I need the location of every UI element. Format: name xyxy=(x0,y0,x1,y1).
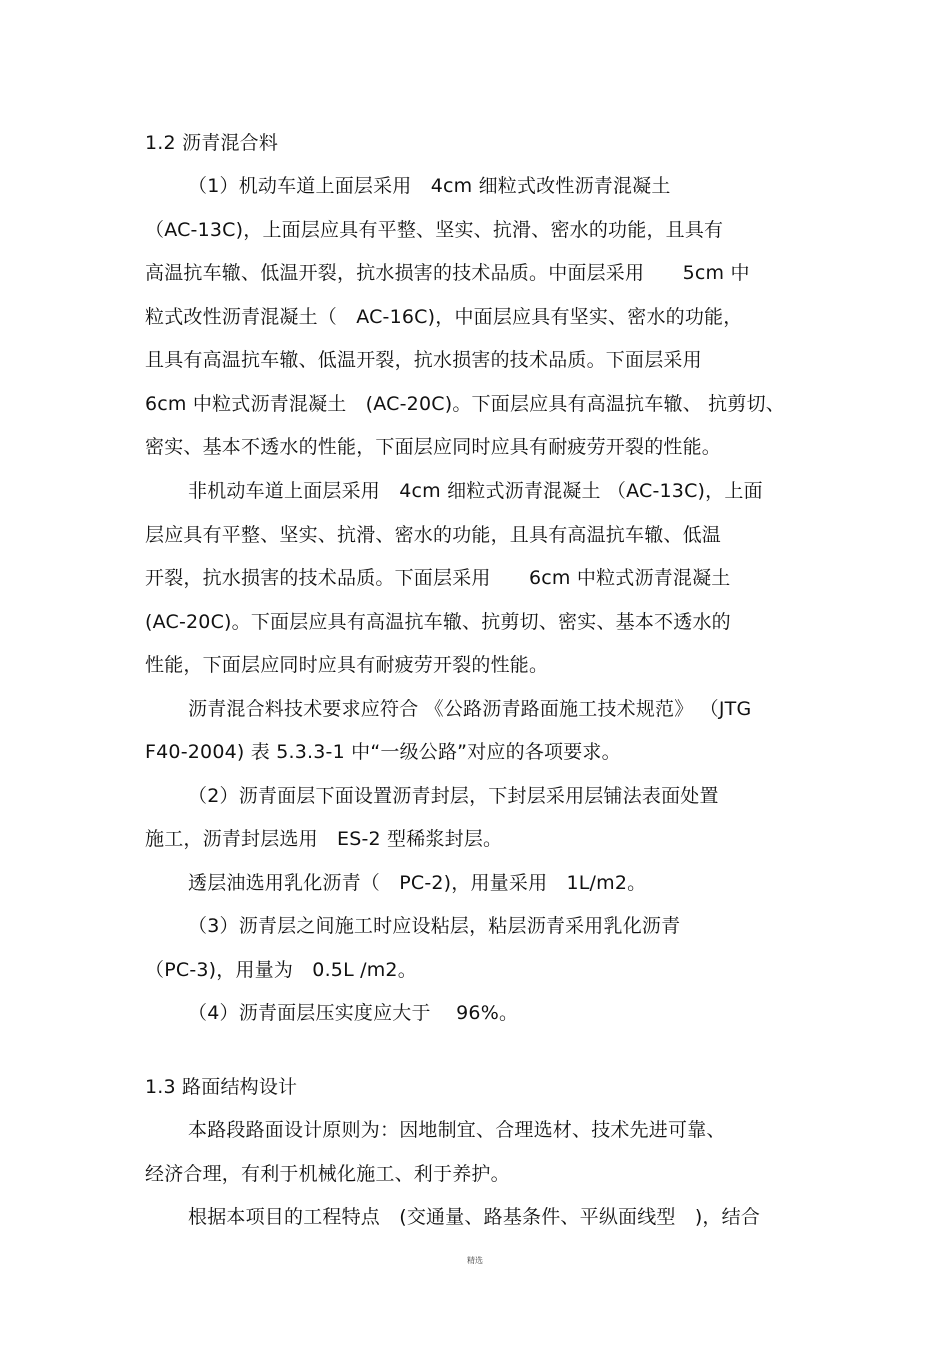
paragraph-line: （1）机动车道上面层采用 4cm 细粒式改性沥青混凝土 xyxy=(188,175,671,197)
paragraph-line: 且具有高温抗车辙、低温开裂，抗水损害的技术品质。下面层采用 xyxy=(145,349,702,371)
page-footer: 精选 xyxy=(467,1256,483,1265)
paragraph-line: 根据本项目的工程特点 (交通量、路基条件、平纵面线型 )，结合 xyxy=(188,1206,761,1228)
paragraph-line: F40-2004) 表 5.3.3-1 中“一级公路”对应的各项要求。 xyxy=(145,741,621,763)
paragraph-line: 性能，下面层应同时应具有耐疲劳开裂的性能。 xyxy=(145,654,549,676)
paragraph-line: （4）沥青面层压实度应大于 96%。 xyxy=(188,1002,519,1024)
paragraph-line: 非机动车道上面层采用 4cm 细粒式沥青混凝土 （AC-13C)，上面 xyxy=(188,480,763,502)
paragraph-line: 6cm 中粒式沥青混凝土 (AC-20C)。下面层应具有高温抗车辙、 抗剪切、 xyxy=(145,393,785,415)
paragraph-line: （3）沥青层之间施工时应设粘层，粘层沥青采用乳化沥青 xyxy=(188,915,681,937)
paragraph-line: （AC-13C)，上面层应具有平整、坚实、抗滑、密水的功能，且具有 xyxy=(145,219,724,241)
paragraph-line: 经济合理，有利于机械化施工、利于养护。 xyxy=(145,1163,510,1185)
paragraph-line: 沥青混合料技术要求应符合 《公路沥青路面施工技术规范》 （JTG xyxy=(188,698,752,720)
paragraph-line: 高温抗车辙、低温开裂，抗水损害的技术品质。中面层采用 5cm 中 xyxy=(145,262,750,284)
paragraph-line: 密实、基本不透水的性能，下面层应同时应具有耐疲劳开裂的性能。 xyxy=(145,436,722,458)
paragraph-line: (AC-20C)。下面层应具有高温抗车辙、抗剪切、密实、基本不透水的 xyxy=(145,611,731,633)
section-heading-1-3: 1.3 路面结构设计 xyxy=(145,1076,298,1098)
paragraph-line: 粒式改性沥青混凝土（ AC-16C)，中面层应具有坚实、密水的功能， xyxy=(145,306,743,328)
paragraph-line: 施工，沥青封层选用 ES-2 型稀浆封层。 xyxy=(145,828,503,850)
section-heading-1-2: 1.2 沥青混合料 xyxy=(145,132,279,154)
paragraph-line: （2）沥青面层下面设置沥青封层，下封层采用层铺法表面处置 xyxy=(188,785,719,807)
paragraph-line: 本路段路面设计原则为：因地制宜、合理选材、技术先进可靠、 xyxy=(188,1119,726,1141)
paragraph-line: 开裂，抗水损害的技术品质。下面层采用 6cm 中粒式沥青混凝土 xyxy=(145,567,731,589)
paragraph-line: 透层油选用乳化沥青（ PC-2)，用量采用 1L/m2。 xyxy=(188,872,647,894)
paragraph-line: 层应具有平整、坚实、抗滑、密水的功能，且具有高温抗车辙、低温 xyxy=(145,524,722,546)
paragraph-line: （PC-3)，用量为 0.5L /m2。 xyxy=(145,959,417,981)
